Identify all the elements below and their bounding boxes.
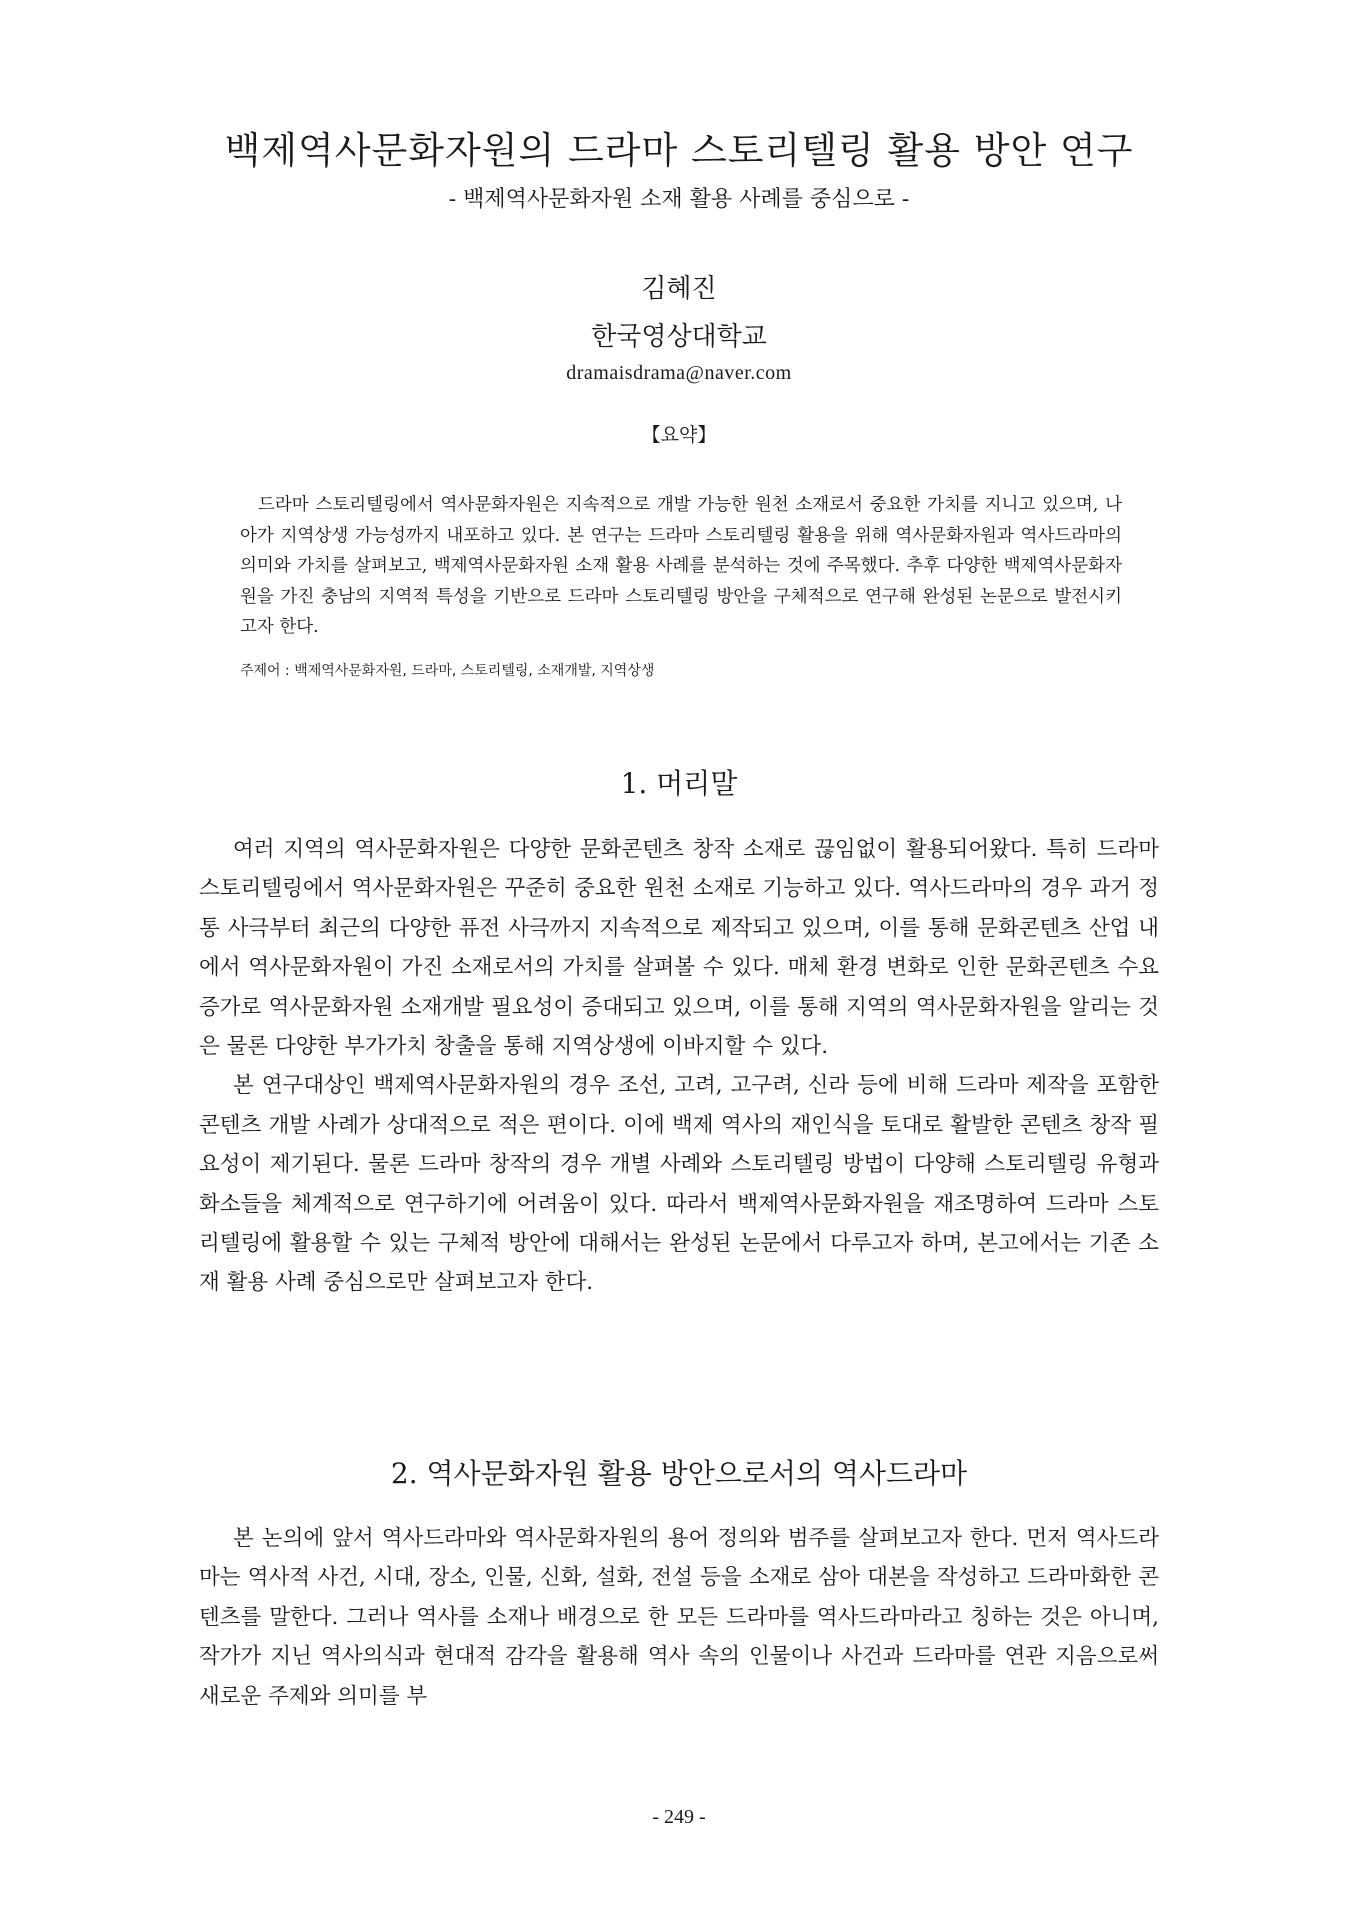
- keywords: 주제어 : 백제역사문화자원, 드라마, 스토리텔링, 소재개발, 지역상생: [240, 663, 655, 679]
- paragraph: 본 논의에 앞서 역사드라마와 역사문화자원의 용어 정의와 범주를 살펴보고자 한다. 먼저 역사드라마는 역사적 사건, 시대, 장소, 인물, 신화, 설화, 전설 등을 소재로 삼아 대본을 작성하고 드라마화한 콘텐츠를 말한다. 그러나 역사를 소재나 배경으로 한 모든 드라마를 역사드라마라고 칭하는 것은 아니며, 작가가 지닌 역사의식과 현대적 감각을 활용해 역사 속의 인물이나 사건과 드라마를 연관 지음으로써 새로운 주제와 의미를 부: [199, 1526, 1159, 1709]
- author-name: 김혜진: [641, 274, 717, 304]
- paper-title: 백제역사문화자원의 드라마 스토리텔링 활용 방안 연구: [224, 129, 1134, 172]
- section-heading-introduction: 1. 머리말: [620, 767, 738, 800]
- section-body-historical-drama: [199, 1519, 1159, 1716]
- page-number: - 249 -: [652, 1806, 706, 1828]
- section-heading-historical-drama: 2. 역사문화자원 활용 방안으로서의 역사드라마: [390, 1457, 968, 1490]
- paragraph: 여러 지역의 역사문화자원은 다양한 문화콘텐츠 창작 소재로 끊임없이 활용되어왔다. 특히 드라마 스토리텔링에서 역사문화자원은 꾸준히 중요한 원천 소재로 기능하고 있다. 역사드라마의 경우 과거 정통 사극부터 최근의 다양한 퓨전 사극까지 지속적으로 제작되고 있으며, 이를 통해 문화콘텐츠 산업 내에서 역사문화자원이 가진 소재로서의 가치를 살펴볼 수 있다. 매체 환경 변화로 인한 문화콘텐츠 수요 증가로 역사문화자원 소재개발 필요성이 증대되고 있으며, 이를 통해 지역의 역사문화자원을 알리는 것은 물론 다양한 부가가치 창출을 통해 지역상생에 이바지할 수 있다.: [199, 837, 1159, 1060]
- paragraph: 본 연구대상인 백제역사문화자원의 경우 조선, 고려, 고구려, 신라 등에 비해 드라마 제작을 포함한 콘텐츠 개발 사례가 상대적으로 적은 편이다. 이에 백제 역사의 재인식을 토대로 활발한 콘텐츠 창작 필요성이 제기된다. 물론 드라마 창작의 경우 개별 사례와 스토리텔링 방법이 다양해 스토리텔링 유형과 화소들을 체계적으로 연구하기에 어려움이 있다. 따라서 백제역사문화자원을 재조명하여 드라마 스토리텔링에 활용할 수 있는 구체적 방안에 대해서는 완성된 논문에서 다루고자 하며, 본고에서는 기존 소재 활용 사례 중심으로만 살펴보고자 한다.: [199, 1073, 1159, 1296]
- paper-subtitle: - 백제역사문화자원 소재 활용 사례를 중심으로 -: [448, 187, 910, 212]
- abstract-body: 드라마 스토리텔링에서 역사문화자원은 지속적으로 개발 가능한 원천 소재로서 중요한 가치를 지니고 있으며, 나아가 지역상생 가능성까지 내포하고 있다. 본 연구는 드라마 스토리텔링 활용을 위해 역사문화자원과 역사드라마의 의미와 가치를 살펴보고, 백제역사문화자원 소재 활용 사례를 분석하는 것에 주목했다. 추후 다양한 백제역사문화자원을 가진 충남의 지역적 특성을 기반으로 드라마 스토리텔링 방안을 구체적으로 연구해 완성된 논문으로 발전시키고자 한다.: [240, 495, 1122, 637]
- abstract-heading: 【요약】: [641, 424, 717, 446]
- section-body-introduction: [199, 830, 1159, 1303]
- author-email: dramaisdrama@naver.com: [566, 362, 792, 384]
- author-affiliation: 한국영상대학교: [591, 322, 767, 352]
